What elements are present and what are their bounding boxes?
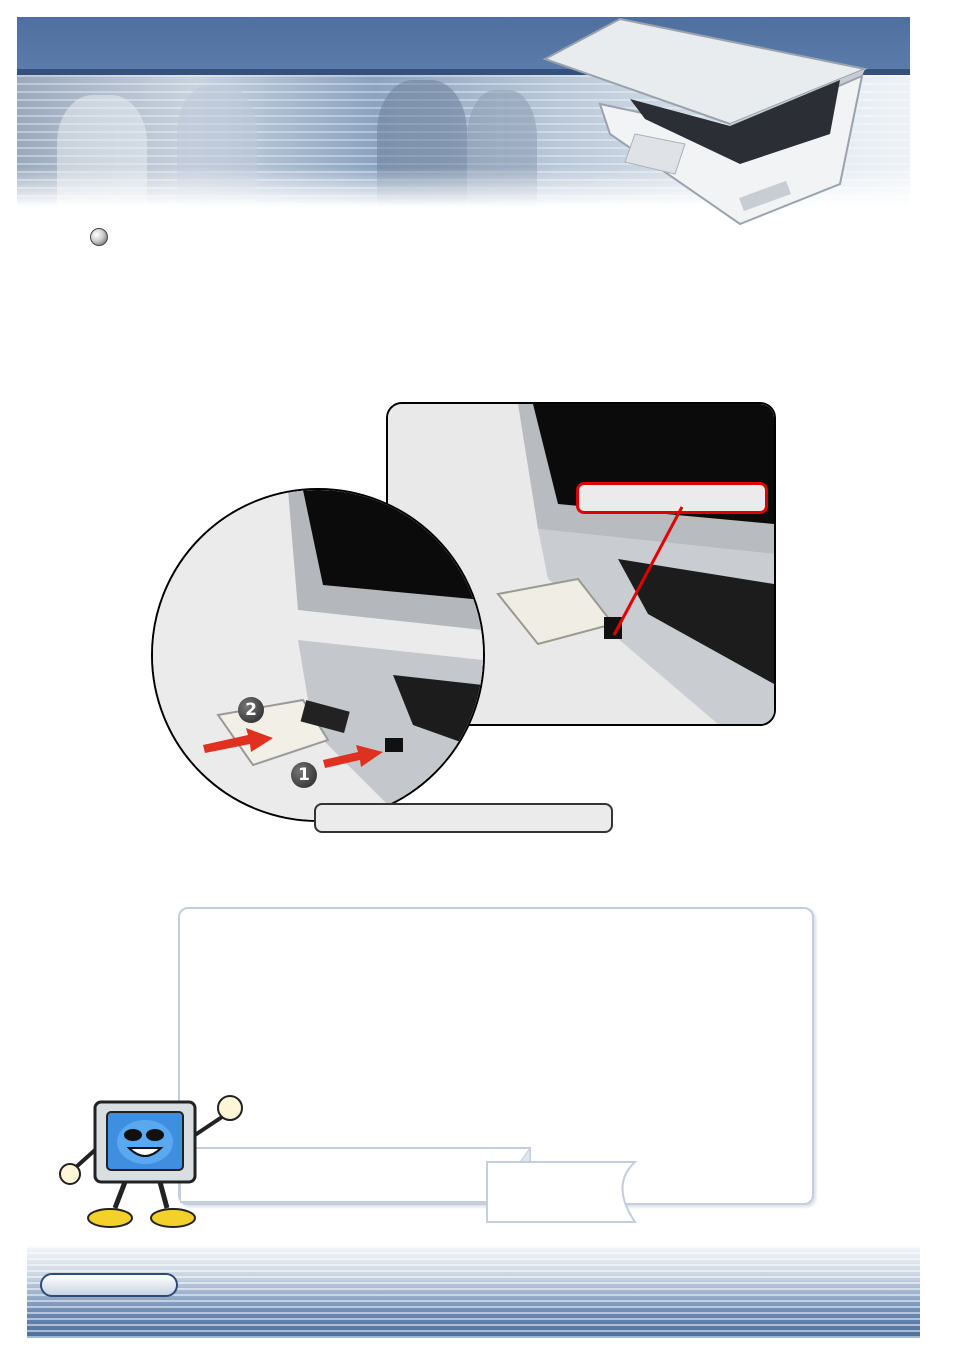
mascot-shoe-right — [151, 1209, 195, 1227]
mascot-eye-right — [146, 1129, 164, 1141]
mascot-monitor-icon — [55, 1090, 255, 1240]
caption-label — [314, 803, 613, 833]
ribbon-tag — [487, 1162, 635, 1222]
laptop-illustration — [540, 14, 870, 229]
eject-button — [385, 738, 403, 752]
mascot-arm-left — [75, 1150, 95, 1168]
mascot-leg-right — [160, 1182, 167, 1208]
callout-leader-line — [600, 505, 700, 640]
mascot-eye-left — [124, 1129, 142, 1141]
mascot-hand-left — [60, 1164, 80, 1184]
page-number-pill — [40, 1273, 178, 1297]
mascot-arm-right — [195, 1115, 225, 1135]
step-badge-two: 2 — [238, 697, 264, 723]
mascot-leg-left — [115, 1182, 125, 1208]
mascot-shoe-left — [88, 1209, 132, 1227]
mascot-hand-right — [218, 1096, 242, 1120]
mascot-face — [117, 1120, 173, 1164]
step-badge-one: 1 — [291, 762, 317, 788]
card-insert-photo — [151, 488, 485, 822]
card-insert-svg — [153, 490, 483, 820]
bullet-icon — [90, 228, 108, 246]
